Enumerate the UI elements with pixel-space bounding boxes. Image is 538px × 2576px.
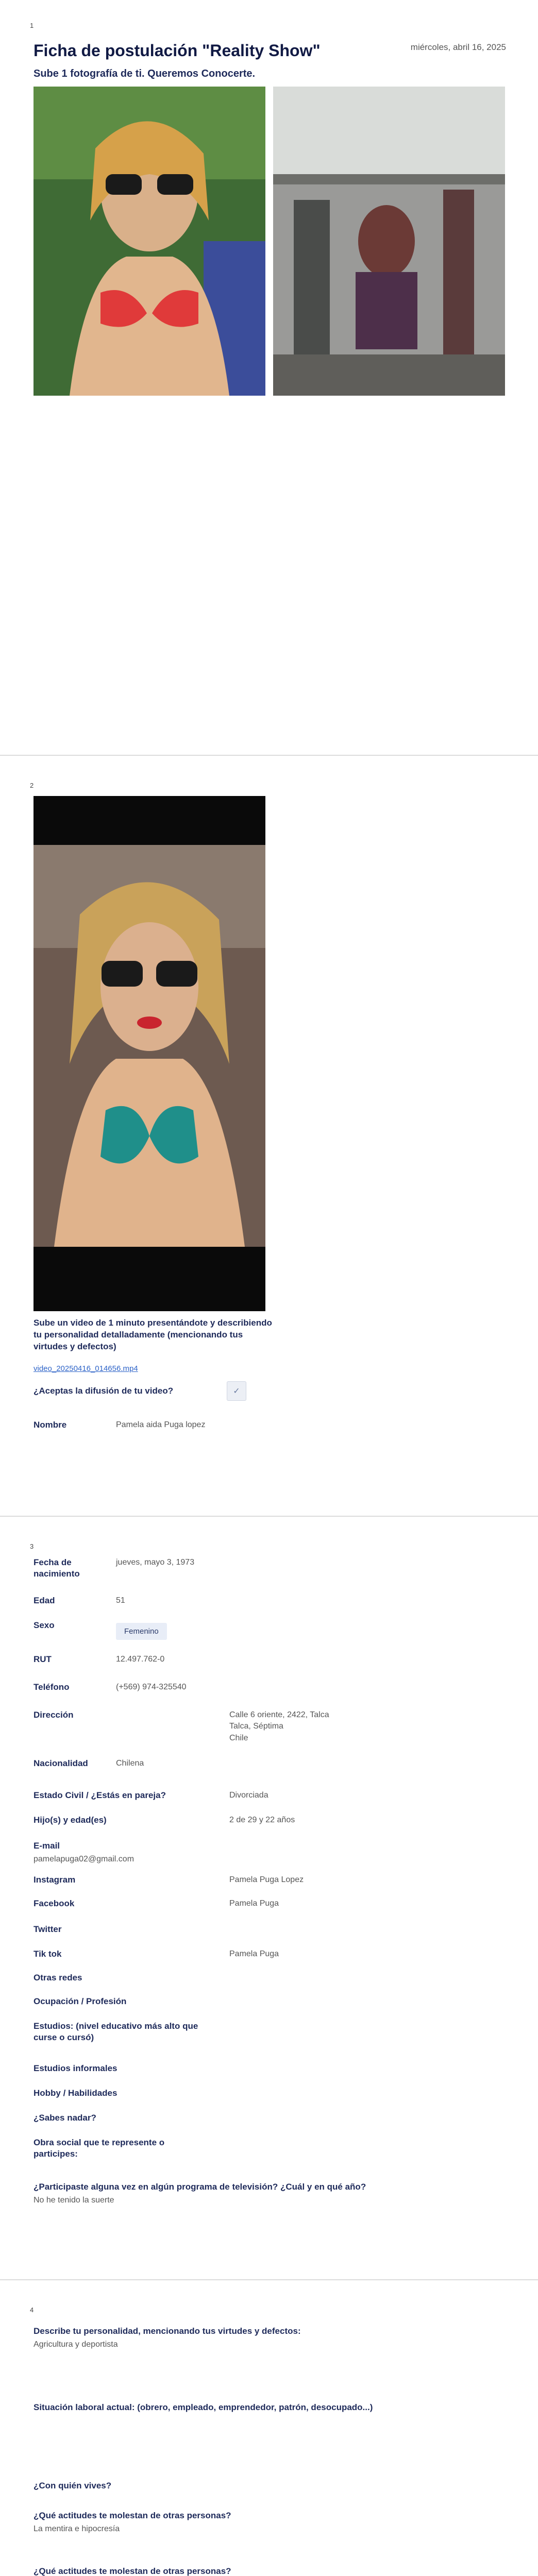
fecha-label: Fecha de nacimiento xyxy=(33,1557,80,1579)
question-bothers-2: ¿Qué actitudes te molestan de otras personas? xyxy=(33,2566,231,2576)
page-2 xyxy=(0,756,538,1516)
twitter-label: Twitter xyxy=(33,1924,62,1934)
page-number: 2 xyxy=(30,782,34,789)
question-lives-with: ¿Con quién vives? xyxy=(33,2481,112,2490)
direccion-label: Dirección xyxy=(33,1710,74,1720)
question-employment: Situación laboral actual: (obrero, empleado, emprendedor, patrón, desocupado...) xyxy=(33,2402,373,2412)
page-title: Ficha de postulación "Reality Show" xyxy=(33,41,321,60)
page-3 xyxy=(0,1517,538,2279)
page-number: 1 xyxy=(30,22,34,29)
instagram-label: Instagram xyxy=(33,1875,76,1885)
sexo-label: Sexo xyxy=(33,1620,55,1630)
rut-label: RUT xyxy=(33,1654,52,1664)
video-label: Sube un video de 1 minuto presentándote y describiendo tu personalidad detalladamente (mencionando tus virtudes y defectos) xyxy=(33,1318,272,1351)
facebook-value: Pamela Puga xyxy=(229,1899,279,1908)
diffusion-checkbox[interactable] xyxy=(227,1381,246,1401)
question-bothers-1: ¿Qué actitudes te molestan de otras personas? xyxy=(33,2511,231,2520)
nombre-value: Pamela aida Puga lopez xyxy=(116,1420,206,1429)
nombre-label: Nombre xyxy=(33,1420,67,1430)
ocupacion-label: Ocupación / Profesión xyxy=(33,1996,127,2006)
informales-label: Estudios informales xyxy=(33,2063,117,2073)
sexo-value-wrap xyxy=(116,1623,167,1640)
telefono-value: (+569) 974-325540 xyxy=(116,1683,187,1691)
tiktok-value: Pamela Puga xyxy=(229,1950,279,1958)
hobby-label: Hobby / Habilidades xyxy=(33,2088,117,2098)
tiktok-label: Tik tok xyxy=(33,1949,62,1959)
fecha-value: jueves, mayo 3, 1973 xyxy=(116,1558,195,1567)
page-4 xyxy=(0,2280,538,2576)
facebook-label: Facebook xyxy=(33,1899,75,1908)
answer-personality: Agricultura y deportista xyxy=(33,2340,118,2349)
question-personality: Describe tu personalidad, mencionando tus virtudes y defectos: xyxy=(33,2326,301,2336)
hijos-label: Hijo(s) y edad(es) xyxy=(33,1815,107,1825)
email-value: pamelapuga02@gmail.com xyxy=(33,1855,134,1863)
applicant-photo-2 xyxy=(273,87,505,396)
civil-label: Estado Civil / ¿Estás en pareja? xyxy=(33,1790,166,1800)
direccion-value: Calle 6 oriente, 2422, Talca Talca, Séptima Chile xyxy=(229,1710,329,1742)
tv-label: ¿Participaste alguna vez en algún programa de televisión? ¿Cuál y en qué año? xyxy=(33,2182,366,2192)
otras-label: Otras redes xyxy=(33,1973,82,1982)
nacionalidad-value: Chilena xyxy=(116,1759,144,1768)
video-file-link[interactable]: video_20250416_014656.mp4 xyxy=(33,1364,138,1373)
tv-value: No he tenido la suerte xyxy=(33,2196,114,2205)
hijos-value: 2 de 29 y 22 años xyxy=(229,1816,295,1824)
civil-value: Divorciada xyxy=(229,1791,268,1800)
nacionalidad-label: Nacionalidad xyxy=(33,1758,88,1768)
video-link[interactable] xyxy=(33,1364,508,1374)
applicant-photo-1 xyxy=(33,87,265,396)
page-number: 4 xyxy=(30,2306,34,2314)
sexo-badge: Femenino xyxy=(116,1623,167,1640)
obra-label: Obra social que te represente o participes: xyxy=(33,2138,165,2159)
check-icon: ✓ xyxy=(233,1387,240,1396)
video-thumbnail[interactable] xyxy=(33,796,265,1311)
page-1 xyxy=(0,0,538,755)
rut-value: 12.497.762-0 xyxy=(116,1655,165,1664)
diffusion-label: ¿Aceptas la difusión de tu video? xyxy=(33,1386,174,1396)
nadar-label: ¿Sabes nadar? xyxy=(33,2113,96,2123)
instagram-value: Pamela Puga Lopez xyxy=(229,1875,304,1884)
page-number: 3 xyxy=(30,1543,34,1550)
estudios-label: Estudios: (nivel educativo más alto que curse o cursó) xyxy=(33,2021,198,2043)
edad-label: Edad xyxy=(33,1596,55,1605)
email-label: E-mail xyxy=(33,1841,60,1851)
edad-value: 51 xyxy=(116,1596,125,1605)
photos-label: Sube 1 fotografía de ti. Queremos Conocerte. xyxy=(33,68,256,79)
submission-date: miércoles, abril 16, 2025 xyxy=(410,42,506,52)
answer-bothers-1: La mentira e hipocresía xyxy=(33,2524,120,2533)
telefono-label: Teléfono xyxy=(33,1682,70,1692)
